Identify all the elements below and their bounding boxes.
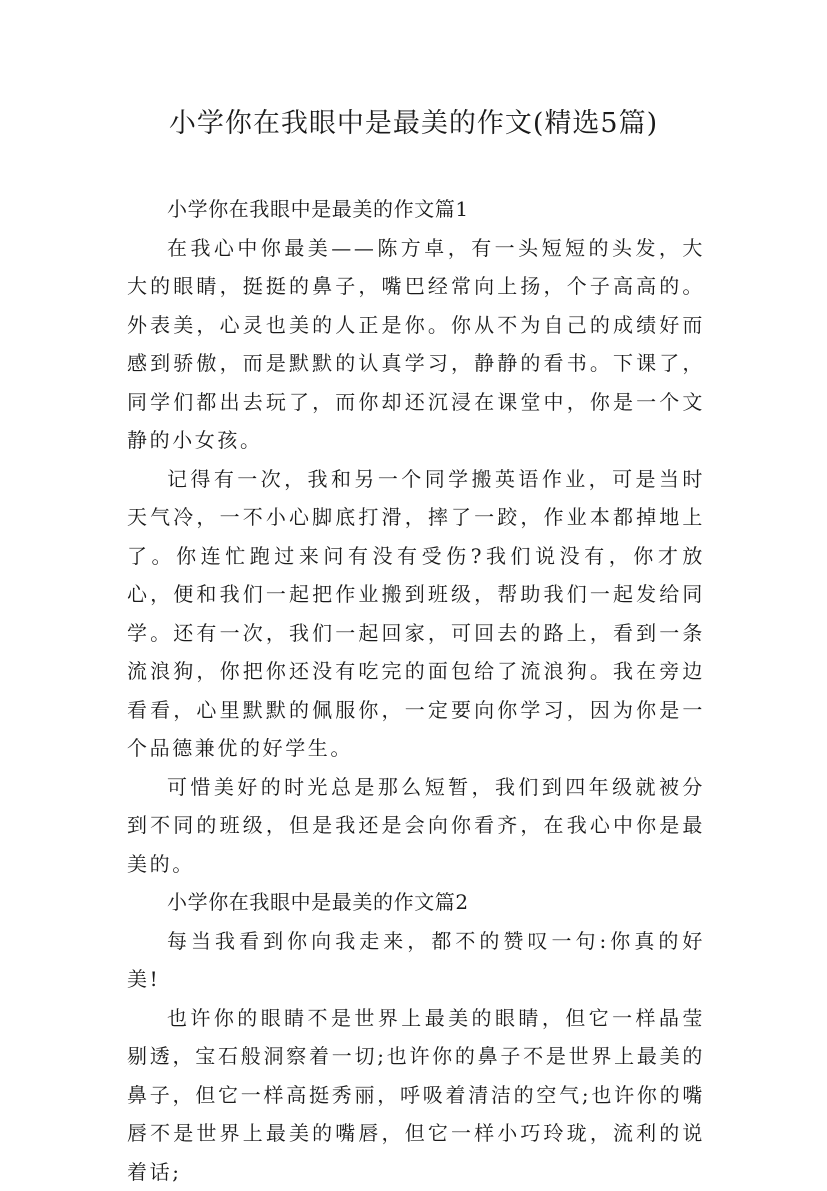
- section-heading-1: 小学你在我眼中是最美的作文篇1: [127, 190, 705, 229]
- paragraph: 每当我看到你向我走来，都不的赞叹一句:你真的好美!: [127, 922, 705, 999]
- paragraph: 记得有一次，我和另一个同学搬英语作业，可是当时天气冷，一不小心脚底打滑，摔了一跤，作业本都掉地上了。你连忙跑过来问有没有受伤?我们说没有，你才放心，便和我们一起把作业搬到班级，帮助我们一起发给同学。还有一次，我们一起回家，可回去的路上，看到一条流浪狗，你把你还没有吃完的面包给了流浪狗。我在旁边看看，心里默默的佩服你，一定要向你学习，因为你是一个品德兼优的好学生。: [127, 460, 705, 768]
- paragraph: 也许你的眼睛不是世界上最美的眼睛，但它一样晶莹剔透，宝石般洞察着一切;也许你的鼻子不是世界上最美的鼻子，但它一样高挺秀丽，呼吸着清洁的空气;也许你的嘴唇不是世界上最美的嘴唇，但它一样小巧玲珑，流利的说着话;: [127, 999, 705, 1191]
- document-body: [127, 190, 705, 1191]
- paragraph: 在我心中你最美——陈方卓，有一头短短的头发，大大的眼睛，挺挺的鼻子，嘴巴经常向上扬，个子高高的。外表美，心灵也美的人正是你。你从不为自己的成绩好而感到骄傲，而是默默的认真学习，静静的看书。下课了，同学们都出去玩了，而你却还沉浸在课堂中，你是一个文静的小女孩。: [127, 229, 705, 460]
- section-heading-2: 小学你在我眼中是最美的作文篇2: [127, 883, 705, 922]
- paragraph: 可惜美好的时光总是那么短暂，我们到四年级就被分到不同的班级，但是我还是会向你看齐，在我心中你是最美的。: [127, 768, 705, 884]
- document-title: 小学你在我眼中是最美的作文(精选5篇): [0, 104, 827, 144]
